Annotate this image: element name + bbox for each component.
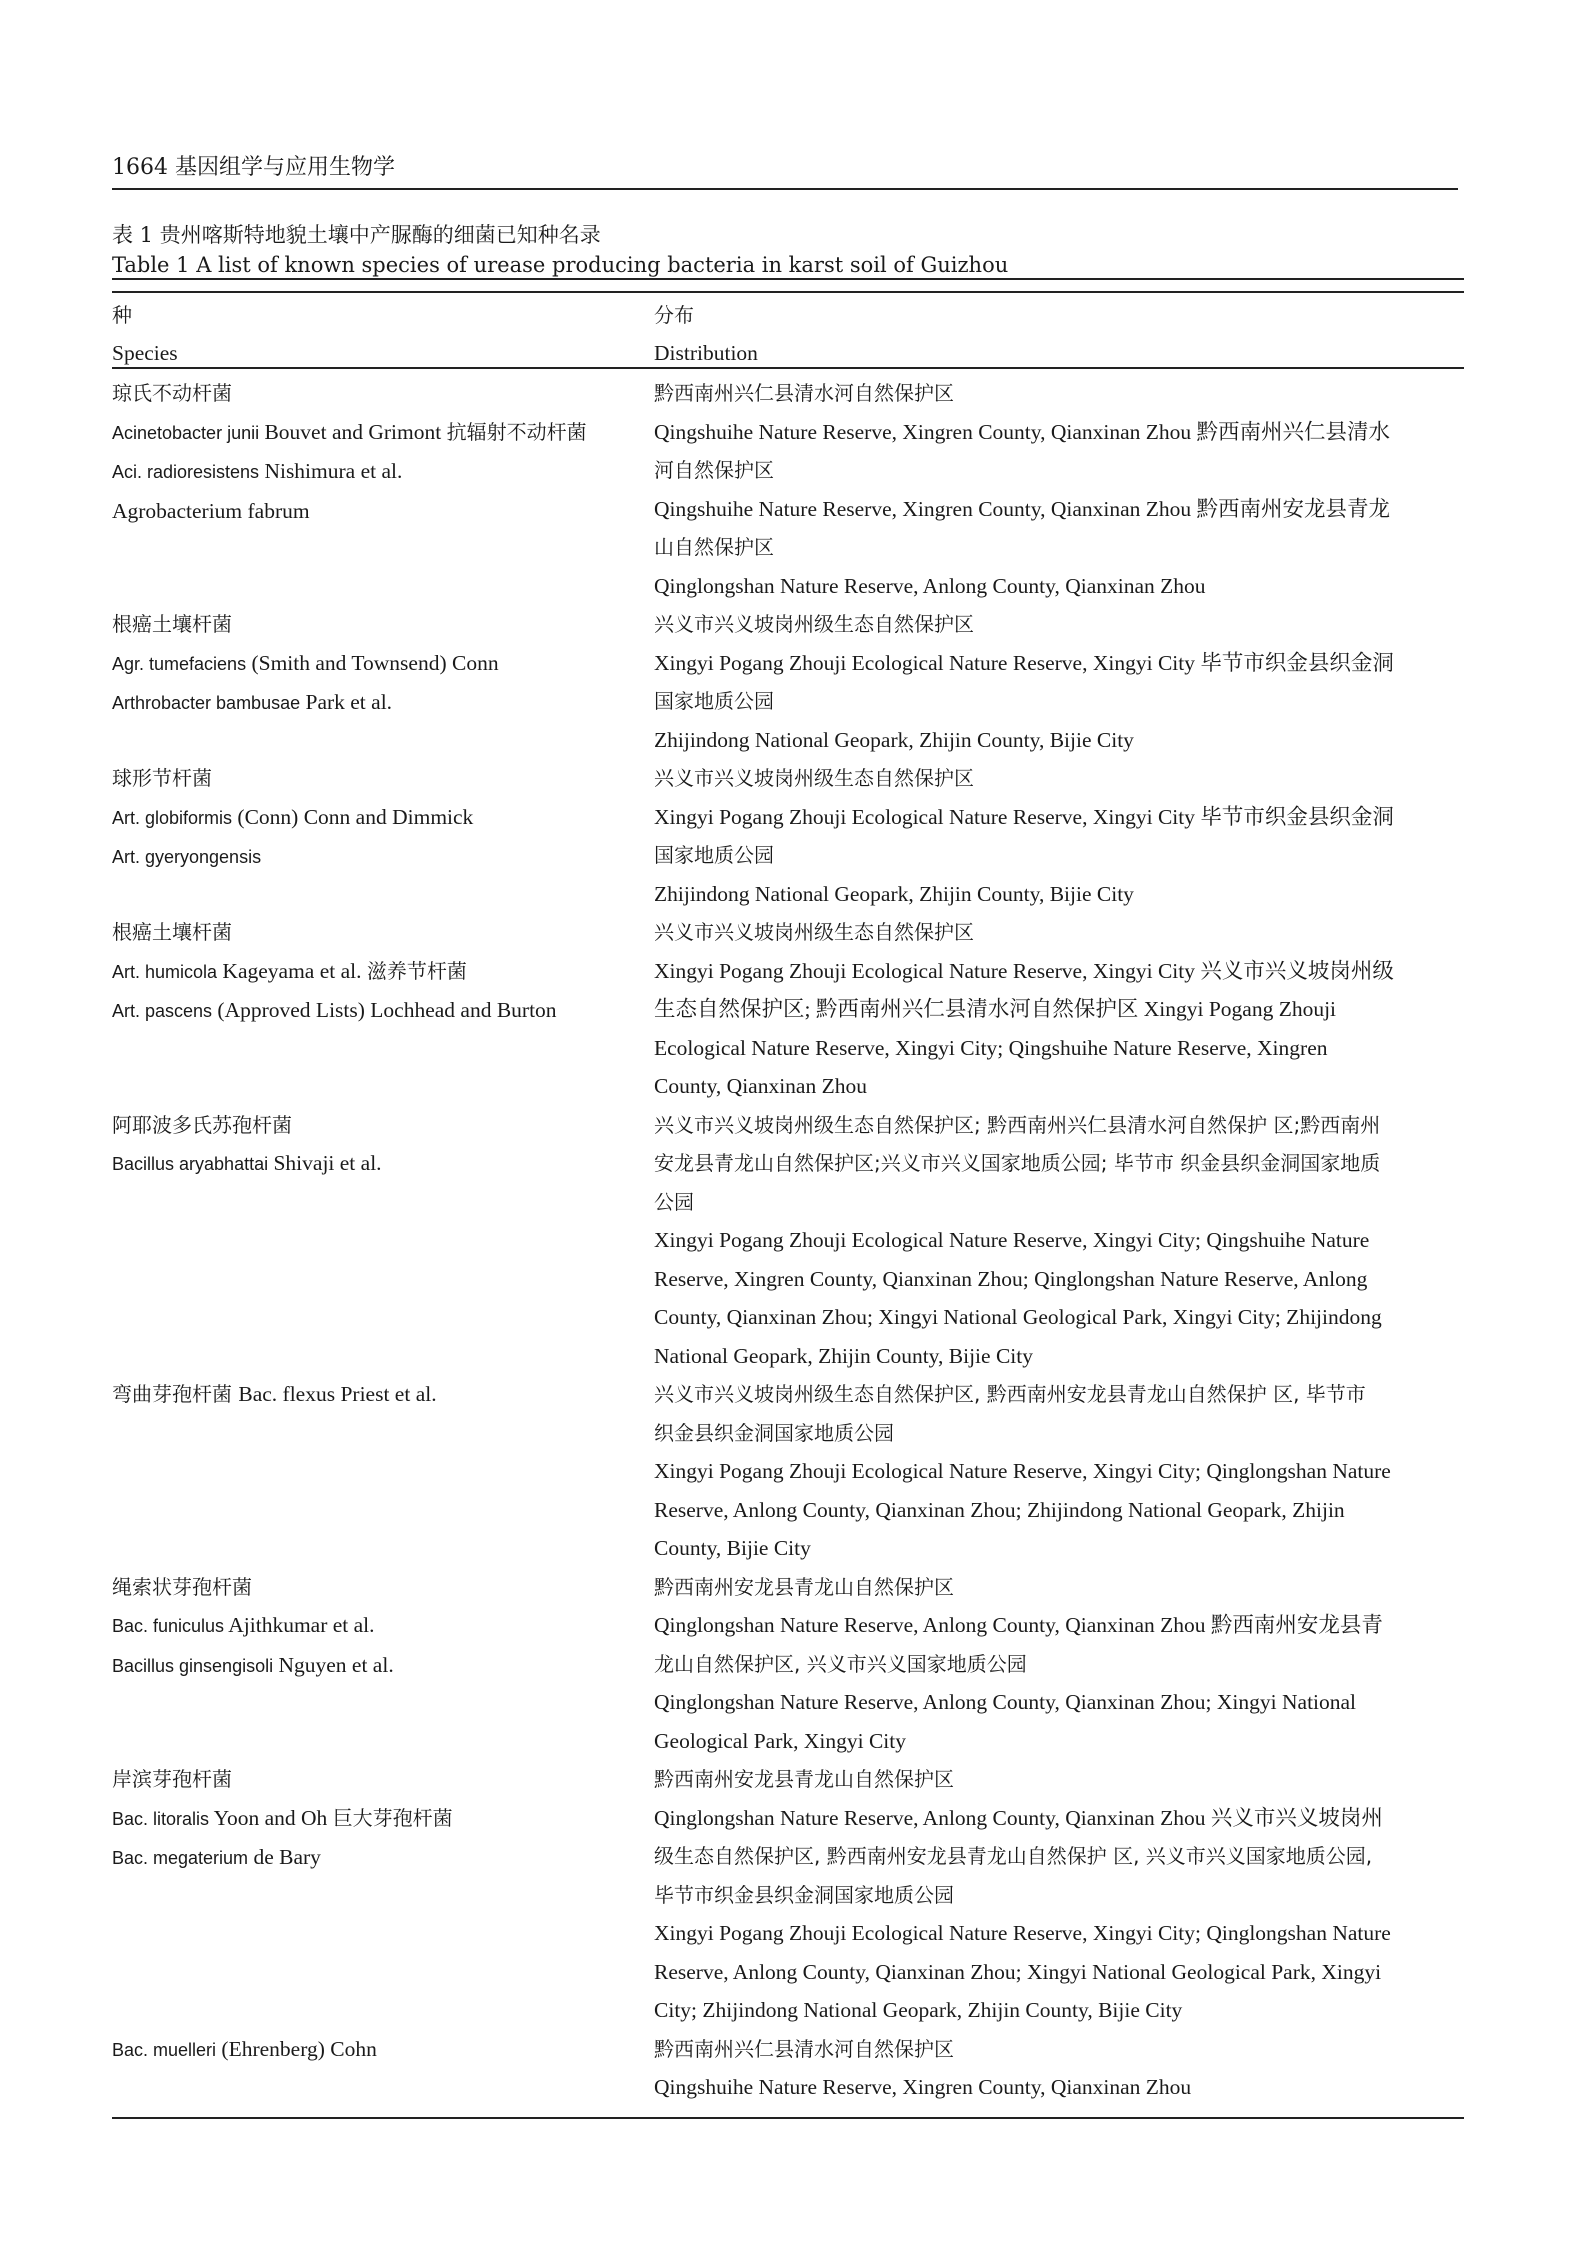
species-cn-name: 巨大芽孢杆菌 — [332, 1805, 453, 1830]
distribution-line: Xingyi Pogang Zhouji Ecological Nature Reserve, Xingyi City; Qinglongshan Nature — [654, 1921, 1391, 1945]
species-line — [112, 798, 654, 838]
species-cell — [112, 1375, 654, 1568]
species-scientific-name: Aci. radioresistens — [112, 462, 260, 482]
species-authority: Yoon and Oh — [209, 1805, 333, 1830]
species-cn-name: 弯曲芽孢杆菌 — [112, 1382, 239, 1406]
distribution-cell — [654, 2030, 1464, 2107]
distribution-line: 兴义市兴义坡岗州级生态自然保护区 — [654, 766, 974, 790]
table-row — [112, 1568, 1464, 1761]
table-caption — [112, 220, 1008, 280]
distribution-line: 黔西南州安龙县青龙山自然保护区 — [654, 1574, 954, 1599]
distribution-line: Zhijindong National Geopark, Zhijin County, Bijie City — [654, 727, 1134, 752]
species-authority: (Ehrenberg) Cohn — [216, 2036, 377, 2061]
species-line — [112, 683, 654, 723]
species-line — [112, 759, 654, 798]
distribution-line: National Geopark, Zhijin County, Bijie City — [654, 1343, 1033, 1368]
species-scientific-name: Bacillus ginsengisoli — [112, 1655, 274, 1676]
distribution-line: 兴义市兴义坡岗州级生态自然保护区; 黔西南州兴仁县清水河自然保护 区;黔西南州 — [654, 1112, 1381, 1137]
distribution-line: 国家地质公园 — [654, 689, 774, 713]
distribution-line: Xingyi Pogang Zhouji Ecological Nature Reserve, Xingyi City 毕节市织金县织金洞 — [654, 804, 1394, 829]
distribution-cell — [654, 1568, 1464, 1761]
species-cn-name: 根癌土壤杆菌 — [112, 920, 232, 944]
species-scientific-name: Bacillus aryabhattai — [112, 1154, 269, 1174]
distribution-cell — [654, 759, 1464, 913]
species-line — [112, 1144, 654, 1184]
species-authority: Shivaji et al. — [268, 1151, 382, 1175]
distribution-line: Xingyi Pogang Zhouji Ecological Nature Reserve, Xingyi City; Qingshuihe Nature — [654, 1228, 1370, 1252]
species-line — [112, 492, 654, 531]
distribution-line: Xingyi Pogang Zhouji Ecological Nature Reserve, Xingyi City; Qinglongshan Nature — [654, 1459, 1391, 1483]
species-line — [112, 837, 654, 877]
table-row — [112, 913, 1464, 1106]
species-line — [112, 1568, 654, 1607]
species-authority: (Approved Lists) Lochhead and Burton — [212, 998, 557, 1022]
species-line — [112, 1838, 654, 1878]
species-authority: Nguyen et al. — [273, 1652, 394, 1677]
species-cell — [112, 759, 654, 913]
distribution-line: Qinglongshan Nature Reserve, Anlong County, Qianxinan Zhou; Xingyi National — [654, 1690, 1357, 1714]
species-scientific-name: Bac. funiculus — [112, 1616, 225, 1636]
species-cn-name: 阿耶波多氏苏孢杆菌 — [112, 1112, 292, 1137]
species-line — [112, 1646, 654, 1686]
distribution-line: 国家地质公园 — [654, 843, 774, 867]
species-authority: Bac. flexus — [238, 1382, 336, 1406]
distribution-line: County, Qianxinan Zhou; Xingyi National Geological Park, Xingyi City; Zhijindong — [654, 1305, 1382, 1329]
distribution-line: Qingshuihe Nature Reserve, Xingren County, Qianxinan Zhou 黔西南州兴仁县清水 — [654, 419, 1391, 444]
species-cell — [112, 913, 654, 1106]
table-row — [112, 1106, 1464, 1376]
species-line — [112, 1606, 654, 1646]
distribution-line: 生态自然保护区; 黔西南州兴仁县清水河自然保护区 Xingyi Pogang Zhouji — [654, 997, 1337, 1021]
species-line — [112, 374, 654, 413]
species-line — [112, 2030, 654, 2070]
species-cn-name: 根癌土壤杆菌 — [112, 612, 232, 636]
distribution-line: Qinglongshan Nature Reserve, Anlong County, Qianxinan Zhou 兴义市兴义坡岗州 — [654, 1805, 1383, 1830]
distribution-line: 山自然保护区 — [654, 535, 774, 559]
species-line — [112, 413, 654, 453]
species-cn-name: 抗辐射不动杆菌 — [446, 419, 587, 444]
species-line — [112, 952, 654, 992]
distribution-line: Qingshuihe Nature Reserve, Xingren County, Qianxinan Zhou 黔西南州安龙县青龙 — [654, 496, 1391, 521]
species-line — [112, 1106, 654, 1145]
distribution-line: Qinglongshan Nature Reserve, Anlong County, Qianxinan Zhou 黔西南州安龙县青 — [654, 1613, 1383, 1637]
distribution-line: 毕节市织金县织金洞国家地质公园 — [654, 1882, 954, 1907]
species-cn-name: 球形节杆菌 — [112, 766, 212, 790]
distribution-line: County, Qianxinan Zhou — [654, 1074, 867, 1098]
column-headers — [112, 296, 1464, 372]
table-row — [112, 2030, 1464, 2107]
distribution-cell — [654, 1106, 1464, 1376]
table-row — [112, 374, 1464, 605]
table-row — [112, 1760, 1464, 2030]
bottom-rule — [112, 2117, 1464, 2119]
distribution-line: Qinglongshan Nature Reserve, Anlong County, Qianxinan Zhou — [654, 573, 1206, 598]
species-line — [112, 452, 654, 492]
species-authority: Park et al. — [300, 690, 393, 714]
species-scientific-name: Bac. megaterium — [112, 1848, 249, 1868]
table-row — [112, 605, 1464, 759]
distribution-cell — [654, 605, 1464, 759]
distribution-cell — [654, 1760, 1464, 2030]
distribution-line: Reserve, Anlong County, Qianxinan Zhou; Zhijindong National Geopark, Zhijin — [654, 1497, 1345, 1522]
distribution-cell — [654, 913, 1464, 1106]
distribution-line: Qingshuihe Nature Reserve, Xingren County, Qianxinan Zhou — [654, 2075, 1192, 2099]
top-rule — [112, 278, 1464, 280]
species-authority: de Bary — [248, 1845, 321, 1869]
table-row — [112, 759, 1464, 913]
distribution-line: Ecological Nature Reserve, Xingyi City; Qingshuihe Nature Reserve, Xingren — [654, 1035, 1328, 1060]
species-line — [112, 913, 654, 952]
species-scientific-name: Agr. tumefaciens — [112, 653, 247, 674]
distribution-line: Reserve, Anlong County, Qianxinan Zhou; Xingyi National Geological Park, Xingyi — [654, 1959, 1382, 1984]
col-distribution-cn: 分布 — [654, 303, 694, 327]
species-authority: Nishimura et al. — [259, 459, 403, 483]
distribution-line: 黔西南州安龙县青龙山自然保护区 — [654, 1767, 954, 1791]
species-scientific-name: Art. globiformis — [112, 807, 233, 828]
species-authority: (Smith and Townsend) Conn — [246, 650, 499, 675]
distribution-line: Xingyi Pogang Zhouji Ecological Nature Reserve, Xingyi City 兴义市兴义坡岗州级 — [654, 958, 1394, 983]
species-cn-name: 岸滨芽孢杆菌 — [112, 1767, 232, 1791]
distribution-cell — [654, 1375, 1464, 1568]
species-scientific-name: Art. gyeryongensis — [112, 847, 262, 867]
species-authority: Priest et al. — [335, 1382, 437, 1406]
header-bottom-rule — [112, 367, 1464, 369]
species-authority: Agrobacterium fabrum — [112, 498, 310, 523]
species-scientific-name: Bac. muelleri — [112, 2039, 217, 2060]
distribution-line: 龙山自然保护区, 兴义市兴义国家地质公园 — [654, 1651, 1027, 1676]
distribution-line: 兴义市兴义坡岗州级生态自然保护区 — [654, 920, 974, 944]
species-scientific-name: Art. humicola — [112, 961, 218, 982]
species-cell — [112, 1760, 654, 2030]
caption-cn: 表 1 贵州喀斯特地貌土壤中产脲酶的细菌已知种名录 — [112, 223, 601, 247]
species-authority: (Conn) Conn and Dimmick — [232, 804, 474, 829]
table-body — [112, 374, 1464, 2107]
species-cell — [112, 1106, 654, 1376]
species-cn-name: 绳索状芽孢杆菌 — [112, 1574, 252, 1599]
species-scientific-name: Arthrobacter bambusae — [112, 693, 301, 713]
species-authority: Ajithkumar et al. — [224, 1613, 375, 1637]
species-cell — [112, 605, 654, 759]
species-line — [112, 605, 654, 644]
distribution-line: 公园 — [654, 1189, 694, 1214]
running-header: 1664 基因组学与应用生物学 — [112, 155, 395, 180]
species-line — [112, 1760, 654, 1799]
species-line — [112, 1799, 654, 1839]
distribution-cell — [654, 374, 1464, 605]
top-rule-2 — [112, 291, 1464, 293]
distribution-line: County, Bijie City — [654, 1536, 811, 1560]
col-species-en: Species — [112, 341, 178, 365]
distribution-line: Reserve, Xingren County, Qianxinan Zhou; Qinglongshan Nature Reserve, Anlong — [654, 1266, 1368, 1291]
distribution-line: 安龙县青龙山自然保护区;兴义市兴义国家地质公园; 毕节市 织金县织金洞国家地质 — [654, 1151, 1381, 1175]
distribution-line: Zhijindong National Geopark, Zhijin County, Bijie City — [654, 881, 1134, 906]
species-cell — [112, 374, 654, 605]
distribution-line: Geological Park, Xingyi City — [654, 1728, 906, 1753]
species-line — [112, 991, 654, 1031]
header-rule — [112, 188, 1458, 190]
distribution-line: Xingyi Pogang Zhouji Ecological Nature Reserve, Xingyi City 毕节市织金县织金洞 — [654, 650, 1394, 675]
distribution-line: 黔西南州兴仁县清水河自然保护区 — [654, 2036, 954, 2061]
species-scientific-name: Bac. litoralis — [112, 1808, 210, 1829]
distribution-line: 河自然保护区 — [654, 458, 774, 482]
col-species-cn: 种 — [112, 303, 132, 327]
species-scientific-name: Art. pascens — [112, 1001, 213, 1021]
distribution-line: 级生态自然保护区, 黔西南州安龙县青龙山自然保护 区, 兴义市兴义国家地质公园, — [654, 1844, 1373, 1868]
species-authority: Kageyama et al. — [217, 958, 367, 983]
species-cell — [112, 2030, 654, 2107]
distribution-line: 兴义市兴义坡岗州级生态自然保护区, 黔西南州安龙县青龙山自然保护 区, 毕节市 — [654, 1382, 1366, 1406]
distribution-line: City; Zhijindong National Geopark, Zhijin County, Bijie City — [654, 1998, 1183, 2022]
distribution-line: 织金县织金洞国家地质公园 — [654, 1420, 894, 1445]
species-cell — [112, 1568, 654, 1761]
species-cn-name: 滋养节杆菌 — [366, 958, 467, 983]
species-line — [112, 644, 654, 684]
distribution-line: 兴义市兴义坡岗州级生态自然保护区 — [654, 612, 974, 636]
species-scientific-name: Acinetobacter junii — [112, 422, 260, 443]
caption-en: Table 1 A list of known species of urease producing bacteria in karst soil of Guizhou — [112, 253, 1009, 277]
col-distribution-en: Distribution — [654, 341, 758, 365]
species-line — [112, 1375, 654, 1414]
species-cn-name: 琼氏不动杆菌 — [112, 381, 232, 405]
species-authority: Bouvet and Grimont — [259, 419, 447, 444]
distribution-line: 黔西南州兴仁县清水河自然保护区 — [654, 381, 954, 405]
table-row — [112, 1375, 1464, 1568]
